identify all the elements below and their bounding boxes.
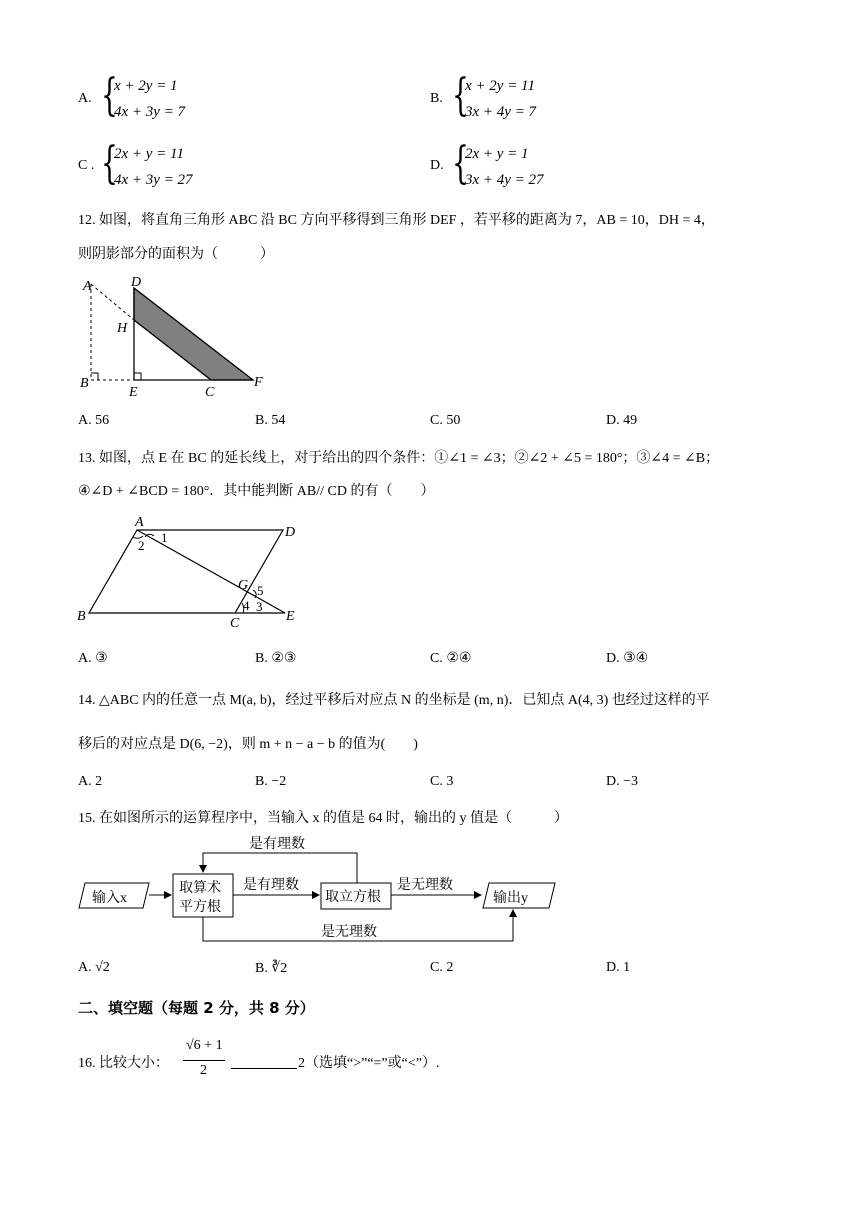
q12-option-c: C. 50 [430,413,461,428]
segment-ah [91,284,134,320]
q15-stem: 15. 在如图所示的运算程序中，当输入 x 的值是 64 时，输出的 y 值是（ ） [78,811,568,826]
label-f: F [254,375,263,390]
q14-stem-line1: 14. △ABC 内的任意一点 M(a, b)，经过平移后对应点 N 的坐标是 (m, n)．已知点 A(4, 3) 也经过这样的平 [78,693,710,708]
q16-suffix: 2（选填“>”“=”或“<”）. [298,1056,440,1071]
angle-label-3: 3 [256,599,263,614]
angle-label-2: 2 [138,538,145,553]
q12-figure [75,270,275,400]
brace: { [452,138,469,189]
label-g: G [238,578,249,593]
label-b: B [77,609,86,624]
brace: { [101,70,118,121]
fraction-bar [183,1060,225,1061]
equation-2: 4x + 3y = 7 [114,104,186,120]
q14-option-c: C. 3 [430,774,454,789]
q15-option-a: A. √2 [78,960,110,975]
q13-figure [75,510,305,630]
q12-option-d: D. 49 [606,413,638,428]
parallelogram-abcd [89,530,283,613]
q14-option-d: D. −3 [606,774,639,789]
brace: { [452,70,469,121]
box-square-root-line1: 取算术 [179,881,221,896]
equation-2: 3x + 4y = 27 [465,172,544,188]
label-rational-top: 是有理数 [249,837,305,852]
q12-option-a: A. 56 [78,413,110,428]
option-label: D. [430,158,444,173]
q15-flowchart [75,828,565,948]
q16-denominator: 2 [200,1063,207,1078]
label-e: E [286,609,295,624]
label-a: A [135,515,144,530]
equation-2: 4x + 3y = 27 [114,172,193,188]
equation-1: x + 2y = 11 [465,78,535,94]
label-c: C [205,385,215,400]
right-angle-e [134,373,141,380]
equation-1: x + 2y = 1 [114,78,178,94]
option-label: C . [78,158,95,173]
label-irrational-bottom: 是无理数 [321,925,377,940]
q13-option-c: C. ②④ [430,651,472,666]
q13-stem-line2: ④∠D + ∠BCD = 180°．其中能判断 AB// CD 的有（ ） [78,484,435,499]
label-c: C [230,616,240,630]
equation-1: 2x + y = 1 [465,146,529,162]
angle-label-1: 1 [161,530,168,545]
input-label: 输入x [92,891,127,906]
label-d: D [131,275,142,290]
label-rational-mid: 是有理数 [243,878,299,893]
shaded-region [134,288,253,380]
q13-option-a: A. ③ [78,651,108,666]
q13-option-b: B. ②③ [255,651,297,666]
option-label: A. [78,91,92,106]
right-angle-b [91,373,98,380]
section-heading: 二、填空题（每题 2 分，共 8 分） [78,999,315,1017]
label-d: D [285,525,296,540]
q12-stem-line2: 则阴影部分的面积为（ ） [78,247,274,262]
label-a: A [83,279,92,294]
q12-stem-line1: 12. 如图，将直角三角形 ABC 沿 BC 方向平移得到三角形 DEF ，若平移的距离为 7，AB = 10，DH = 4， [78,213,715,228]
brace: { [101,138,118,189]
output-label: 输出y [493,891,528,906]
box-cube-root-label: 取立方根 [325,890,381,905]
segment-ae [137,530,285,613]
q15-option-d: D. 1 [606,960,631,975]
label-b: B [80,376,89,391]
label-h: H [117,321,128,336]
q15-option-b: B. ∛2 [255,961,288,976]
equation-2: 3x + 4y = 7 [465,104,537,120]
box-square-root-line2: 平方根 [179,900,221,915]
angle-label-4: 4 [243,598,250,613]
equation-1: 2x + y = 11 [114,146,184,162]
option-label: B. [430,91,443,106]
q14-option-b: B. −2 [255,774,287,789]
q16-prefix: 16. 比较大小： [78,1056,169,1071]
q12-option-b: B. 54 [255,413,286,428]
angle-label-5: 5 [257,583,264,598]
q16-numerator: √6 + 1 [186,1038,223,1053]
q13-stem-line1: 13. 如图，点 E 在 BC 的延长线上，对于给出的四个条件：①∠1 = ∠3；②∠2 + ∠5 = 180°；③∠4 = ∠B； [78,451,720,466]
answer-blank[interactable] [231,1068,297,1069]
q15-option-c: C. 2 [430,960,454,975]
label-e: E [129,385,138,400]
q13-option-d: D. ③④ [606,651,649,666]
label-irrational-mid: 是无理数 [397,878,453,893]
q14-option-a: A. 2 [78,774,103,789]
angle-5-arc [253,590,256,598]
q14-stem-line2: 移后的对应点是 D(6, −2)，则 m + n − a − b 的值为( ) [78,737,418,752]
